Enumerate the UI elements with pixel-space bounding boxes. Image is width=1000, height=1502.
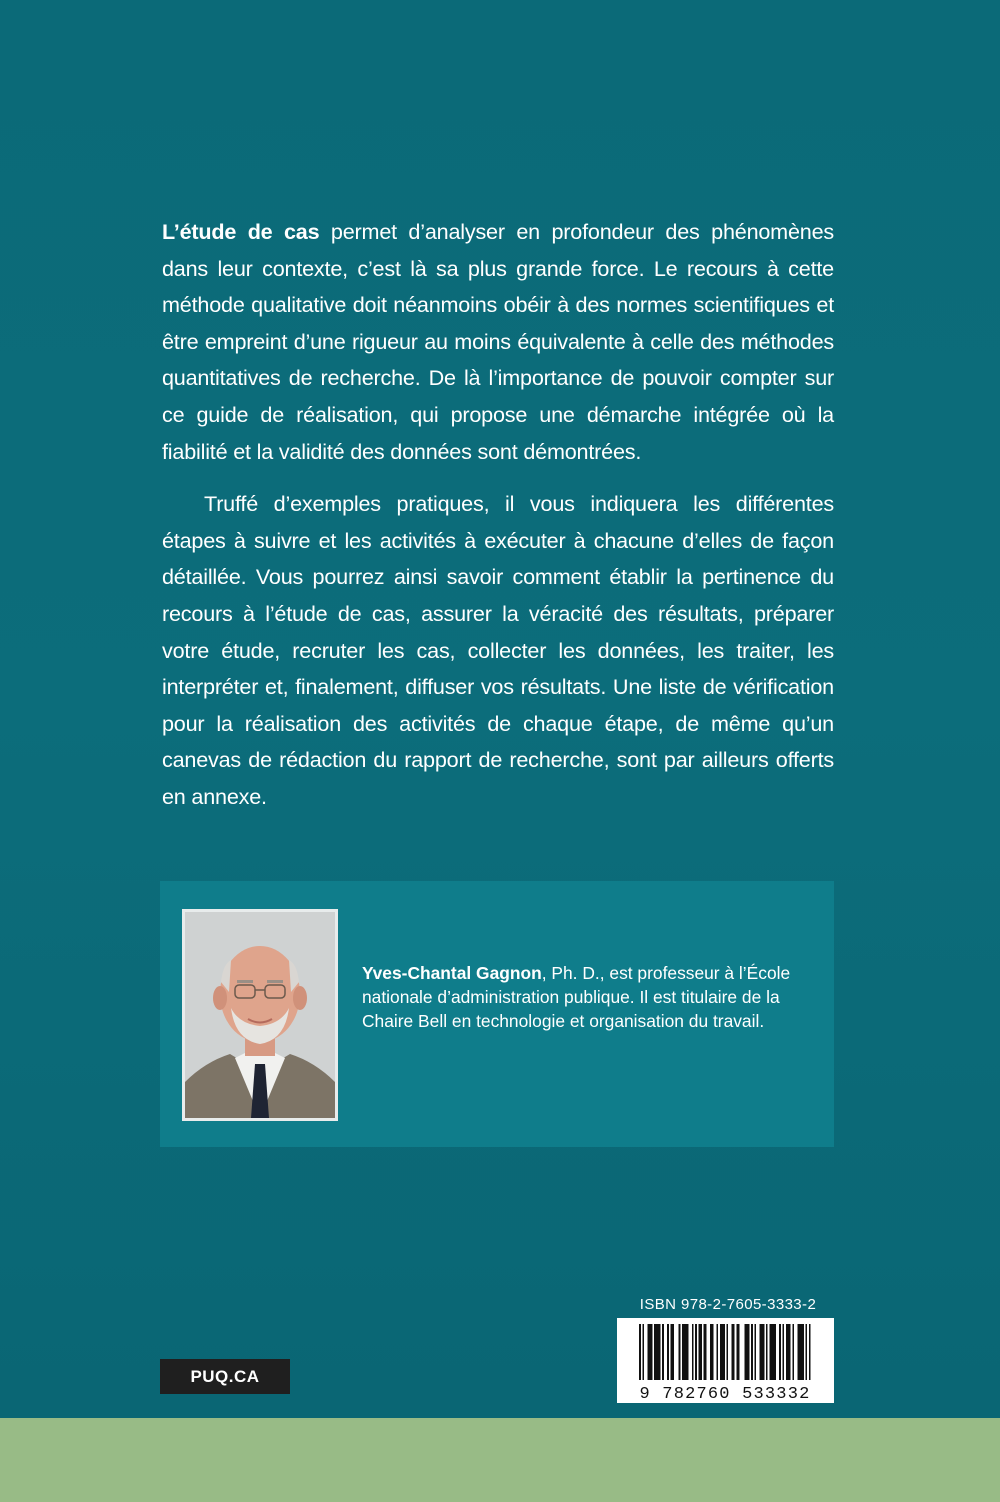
- barcode-bars: [639, 1324, 811, 1380]
- blurb-paragraph-1: [162, 214, 834, 470]
- isbn-label: ISBN 978-2-7605-3333-2: [639, 1296, 817, 1313]
- author-portrait-icon: [182, 909, 338, 1121]
- blurb-lead: L’étude de cas: [162, 219, 320, 244]
- barcode: [617, 1318, 834, 1403]
- publisher-badge: PUQ.CA: [160, 1359, 290, 1394]
- barcode-icon: [617, 1318, 834, 1403]
- blurb-paragraph-1-text: permet d’analyser en profondeur des phénomènes dans leur contexte, c’est là sa plus grande force. Le recours à cette méthode qualitative doit néanmoins obéir à des normes scientifiques et être empreint d’une rigueur au moins équivalente à celle des méthodes quantitatives de recherche. De là l’importance de pouvoir compter sur ce guide de réalisation, qui propose une démarche intégrée où la fiabilité et la validité des données sont démontrées.: [162, 219, 835, 464]
- back-cover-blurb: [162, 214, 834, 816]
- blurb-paragraph-2: Truffé d’exemples pratiques, il vous indiquera les différentes étapes à suivre et les activités à exécuter à chacune d’elles de façon détaillée. Vous pourrez ainsi savoir comment établir la pertinence du recours à l’étude de cas, assurer la véracité des résultats, préparer votre étude, recruter les cas, collecter les données, les traiter, les interpréter et, finalement, diffuser vos résultats. Une liste de vérification pour la réalisation des activités de chaque étape, de même qu’un canevas de rédaction du rapport de recherche, sont par ailleurs offerts en annexe.: [162, 491, 834, 809]
- author-box: [160, 881, 834, 1147]
- author-bio: [362, 961, 822, 1034]
- bottom-color-band: [0, 1418, 1000, 1502]
- barcode-digits: 9 782760 533332: [639, 1385, 811, 1403]
- author-name: Yves-Chantal Gagnon: [362, 963, 542, 983]
- author-bio-text: , Ph. D., est professeur à l’École nationale d’administration publique. Il est titulaire de la Chaire Bell en technologie et organisation du travail.: [362, 963, 791, 1032]
